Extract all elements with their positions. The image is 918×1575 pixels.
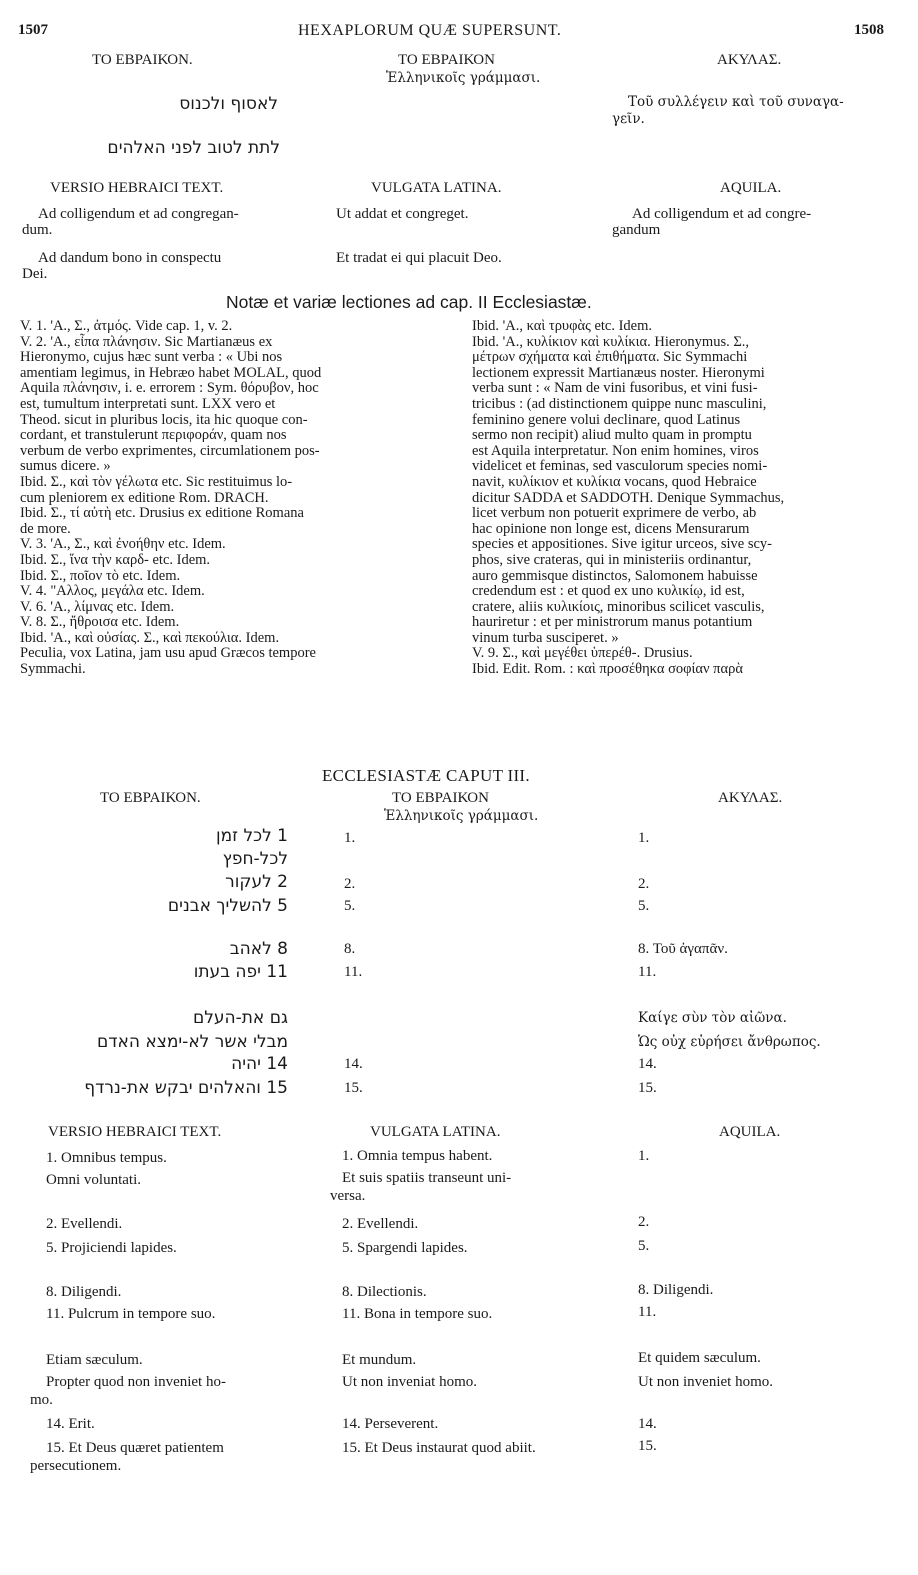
version-text: Dei.	[22, 266, 48, 282]
vulgate-verse: Ut non inveniat homo.	[342, 1374, 477, 1390]
note-paragraph: V. 6. 'A., λίμνας etc. Idem.	[20, 598, 175, 615]
version-heading: VERSIO HEBRAICI TEXT.	[50, 180, 224, 196]
version-verse: Propter quod non inveniet ho-	[46, 1374, 226, 1390]
aquila-greek-line: Τοῦ συλλέγειν καὶ τοῦ συναγα-	[628, 94, 844, 110]
vulgate-verse: 8. Dilectionis.	[342, 1284, 427, 1300]
aquila-latin-verse: Ut non inveniet homo.	[638, 1374, 773, 1390]
verse-number: 8.	[344, 941, 356, 957]
aquila-latin-verse: 1.	[638, 1148, 650, 1164]
version-verse: 2. Evellendi.	[46, 1216, 123, 1232]
aquila-column-heading: ΑΚΥΛΑΣ.	[717, 52, 782, 68]
aquila-latin-verse: 14.	[638, 1416, 657, 1432]
running-title: HEXAPLORUM QUÆ SUPERSUNT.	[298, 22, 562, 39]
note-paragraph: V. 8. Σ., ἤθροισα etc. Idem.	[20, 614, 180, 631]
note-paragraph: Ibid. Edit. Rom. : καὶ προσέθηκα σοφίαν παρὰ	[472, 661, 743, 678]
version-verse: 5. Projiciendi lapides.	[46, 1240, 177, 1256]
vulgate-verse: 11. Bona in tempore suo.	[342, 1306, 493, 1322]
note-paragraph: Ibid. Σ., καὶ τὸν γέλωτα etc. Sic restituimus lo- cum pleniorem ex editione Rom. DRACH.	[20, 473, 293, 506]
aquila-latin-verse: 11.	[638, 1304, 657, 1320]
hebrew-verse: לכל-חפץ	[222, 849, 288, 869]
aquila-verse: Καίγε σὺν τὸν αἰῶνα.	[638, 1010, 787, 1026]
version-text: dum.	[22, 222, 53, 238]
version-verse: 15. Et Deus quæret patientem	[46, 1440, 224, 1456]
hebrew-verse: מבלי אשר לא-ימצא האדם	[96, 1032, 288, 1052]
note-paragraph: V. 1. 'A., Σ., ἀτμός. Vide cap. 1, v. 2.	[20, 318, 233, 334]
vulgate-text: Et tradat ei qui placuit Deo.	[336, 250, 502, 266]
aquila-verse: 5.	[638, 898, 650, 914]
version-verse: 1. Omnibus tempus.	[46, 1150, 167, 1166]
transliteration-subheading: Ἑλληνικοῖς γράμμασι.	[384, 808, 539, 824]
aquila-latin-verse: 2.	[638, 1214, 650, 1230]
version-verse: 14. Erit.	[46, 1416, 95, 1432]
transliteration-subheading: Ἑλληνικοῖς γράμμασι.	[386, 70, 541, 86]
version-text: Ad colligendum et ad congregan-	[38, 206, 239, 222]
note-paragraph: V. 9. Σ., καὶ μεγέθει ὑπερέθ-. Drusius.	[472, 645, 693, 662]
vulgate-verse: 15. Et Deus instaurat quod abiit.	[342, 1440, 536, 1456]
vulgate-text: Ut addat et congreget.	[336, 206, 469, 222]
version-verse: mo.	[30, 1392, 53, 1408]
aquila-latin-verse: Et quidem sæculum.	[638, 1350, 761, 1366]
version-heading: VERSIO HEBRAICI TEXT.	[48, 1124, 222, 1140]
aquila-latin-heading: AQUILA.	[720, 180, 782, 196]
note-paragraph: Ibid. 'A., καὶ τρυφὰς etc. Idem.	[472, 318, 653, 334]
hebrew-verse: גם את-העלם	[192, 1008, 288, 1028]
hebrew-verse: 15 והאלהים יבקש את-נרדף	[84, 1078, 288, 1098]
note-paragraph: V. 4. "Αλλος, μεγάλα etc. Idem.	[20, 583, 205, 600]
version-verse: Etiam sæculum.	[46, 1352, 143, 1368]
aquila-latin-verse: 5.	[638, 1238, 650, 1254]
aquila-latin-verse: 15.	[638, 1438, 657, 1454]
note-paragraph: V. 2. 'A., εἶπα πλάνησιν. Sic Martianæus ex Hieronymo, cujus hæc sunt verba : « Ubi nos amentiam legimus, in Hebræo habet MOLAL, quod Aquila πλάνησιν, i. e. errorem : Sym. θόρυβον, hoc est, tumultum interpretati sunt. LXX vero et Theod. sicut in pluribus locis, ita hic quoque con- cordant, et transtulerunt περιφοράν, quam nos verbum de verbo exprimentes, circumlationem pos- sumus dicere. »	[20, 333, 322, 475]
aquila-latin-verse: 8. Diligendi.	[638, 1282, 714, 1298]
hebrew-column-heading: ΤΟ ΕΒΡΑΙΚΟΝ.	[100, 790, 201, 806]
vulgate-verse: 2. Evellendi.	[342, 1216, 419, 1232]
notes-right-column	[472, 319, 902, 678]
aquila-verse: 8. Τοῦ ἀγαπᾶν.	[638, 941, 728, 957]
verse-number: 14.	[344, 1056, 363, 1072]
aquila-latin-text: Ad colligendum et ad congre-	[632, 206, 812, 222]
verse-number: 15.	[344, 1080, 363, 1096]
notes-left-column	[20, 319, 446, 678]
version-verse: Omni voluntati.	[46, 1172, 141, 1188]
note-paragraph: V. 3. 'A., Σ., καὶ ἐνοήθην etc. Idem.	[20, 536, 226, 553]
aquila-latin-heading: AQUILA.	[719, 1124, 781, 1140]
vulgate-verse: Et mundum.	[342, 1352, 417, 1368]
page-number-left: 1507	[18, 22, 48, 38]
aquila-verse: 1.	[638, 830, 650, 846]
version-verse: persecutionem.	[30, 1458, 122, 1474]
hebrew-verse: 5 להשליך אבנים	[167, 896, 288, 916]
note-paragraph: Ibid. 'A., κυλίκιον καὶ κυλίκια. Hieronymus. Σ., μέτρων σχήματα καὶ ἐπιθήματα. Sic Symmachi lectionem expressit Martianæus noster. Hieronymi verba sunt : « Nam de vini fusoribus, et vini fusi- tricibus : (ad distinctionem quippe nunc masculini, feminino genere volui declinare, quod Latinus sermo non recipit) aliud multo quam in promptu est Aquila interpretatur. Non enim homines, viros videlicet et feminas, sed vasculorum species nomi- navit, κυλίκιον et κυλίκια vocans, quod Hebraice dicitur SADDA et SADDOTH. Denique Symmachus, licet verbum non potuerit exprimere de verbo, ab hac opinione non longe est, dicens Mensurarum species et appositiones. Sive igitur urceos, sive scy- phos, sive crateras, qui in ministeriis ordinantur, auro gemmisque distinctos, Salomonem habuisse credendum est : et quod ex uno κυλικίῳ, id est, cratere, aliis κυλικίοις, minoribus scilicet vasculis, hauriretur : et per ministrorum manus potantium vinum turba susciperet. »	[472, 333, 785, 646]
aquila-greek-line: γεῖν.	[612, 111, 645, 127]
verse-number: 1.	[344, 830, 356, 846]
verse-number: 5.	[344, 898, 356, 914]
aquila-verse: 14.	[638, 1056, 657, 1072]
aquila-column-heading: ΑΚΥΛΑΣ.	[718, 790, 783, 806]
note-paragraph: Ibid. Σ., ἵνα τὴν καρδ- etc. Idem.	[20, 551, 211, 568]
hebrew-verse: 1 לכל זמן	[215, 826, 288, 846]
note-paragraph: Ibid. 'A., καὶ οὐσίας. Σ., καὶ πεκούλια. Idem. Peculia, vox Latina, jam usu apud Græcos tempore Symmachi.	[20, 629, 316, 678]
page-number-right: 1508	[854, 22, 884, 38]
hebrew-verse: 11 יפה בעתו	[193, 962, 288, 982]
vulgate-verse: 14. Perseverent.	[342, 1416, 439, 1432]
version-text: Ad dandum bono in conspectu	[38, 250, 222, 266]
vulgate-heading: VULGATA LATINA.	[370, 1124, 501, 1140]
version-verse: 8. Diligendi.	[46, 1284, 122, 1300]
vulgate-verse: versa.	[330, 1188, 366, 1204]
aquila-verse: 2.	[638, 876, 650, 892]
aquila-verse: Ὡς οὐχ εὑρήσει ἄνθρωπος.	[638, 1034, 821, 1050]
verse-number: 11.	[344, 964, 363, 980]
notes-title: Notæ et variæ lectiones ad cap. II Ecclesiastæ.	[226, 292, 592, 312]
hebrew-line: לאסוף ולכנוס	[179, 94, 278, 114]
aquila-verse: 11.	[638, 964, 657, 980]
hebrew-verse: 2 לעקור	[225, 872, 288, 892]
version-verse: 11. Pulcrum in tempore suo.	[46, 1306, 216, 1322]
hebrew-verse: 8 לאהב	[229, 939, 288, 959]
transliteration-column-heading: ΤΟ ΕΒΡΑΙΚΟΝ	[398, 52, 495, 68]
vulgate-verse: Et suis spatiis transeunt uni-	[342, 1170, 512, 1186]
verse-number: 2.	[344, 876, 356, 892]
note-paragraph: Ibid. Σ., τί αὐτὴ etc. Drusius ex editione Romana de more.	[20, 505, 304, 537]
note-paragraph: Ibid. Σ., ποῖον τὸ etc. Idem.	[20, 567, 181, 584]
hebrew-verse: 14 יהיה	[231, 1054, 288, 1074]
vulgate-verse: 5. Spargendi lapides.	[342, 1240, 468, 1256]
chapter-title: ECCLESIASTÆ CAPUT III.	[322, 766, 530, 785]
aquila-verse: 15.	[638, 1080, 657, 1096]
vulgate-heading: VULGATA LATINA.	[371, 180, 502, 196]
hebrew-line: לתת לטוב לפני האלהים	[107, 138, 280, 158]
transliteration-column-heading: ΤΟ ΕΒΡΑΙΚΟΝ	[392, 790, 489, 806]
vulgate-verse: 1. Omnia tempus habent.	[342, 1148, 493, 1164]
hebrew-column-heading: ΤΟ ΕΒΡΑΙΚΟΝ.	[92, 52, 193, 68]
aquila-latin-text: gandum	[612, 222, 661, 238]
